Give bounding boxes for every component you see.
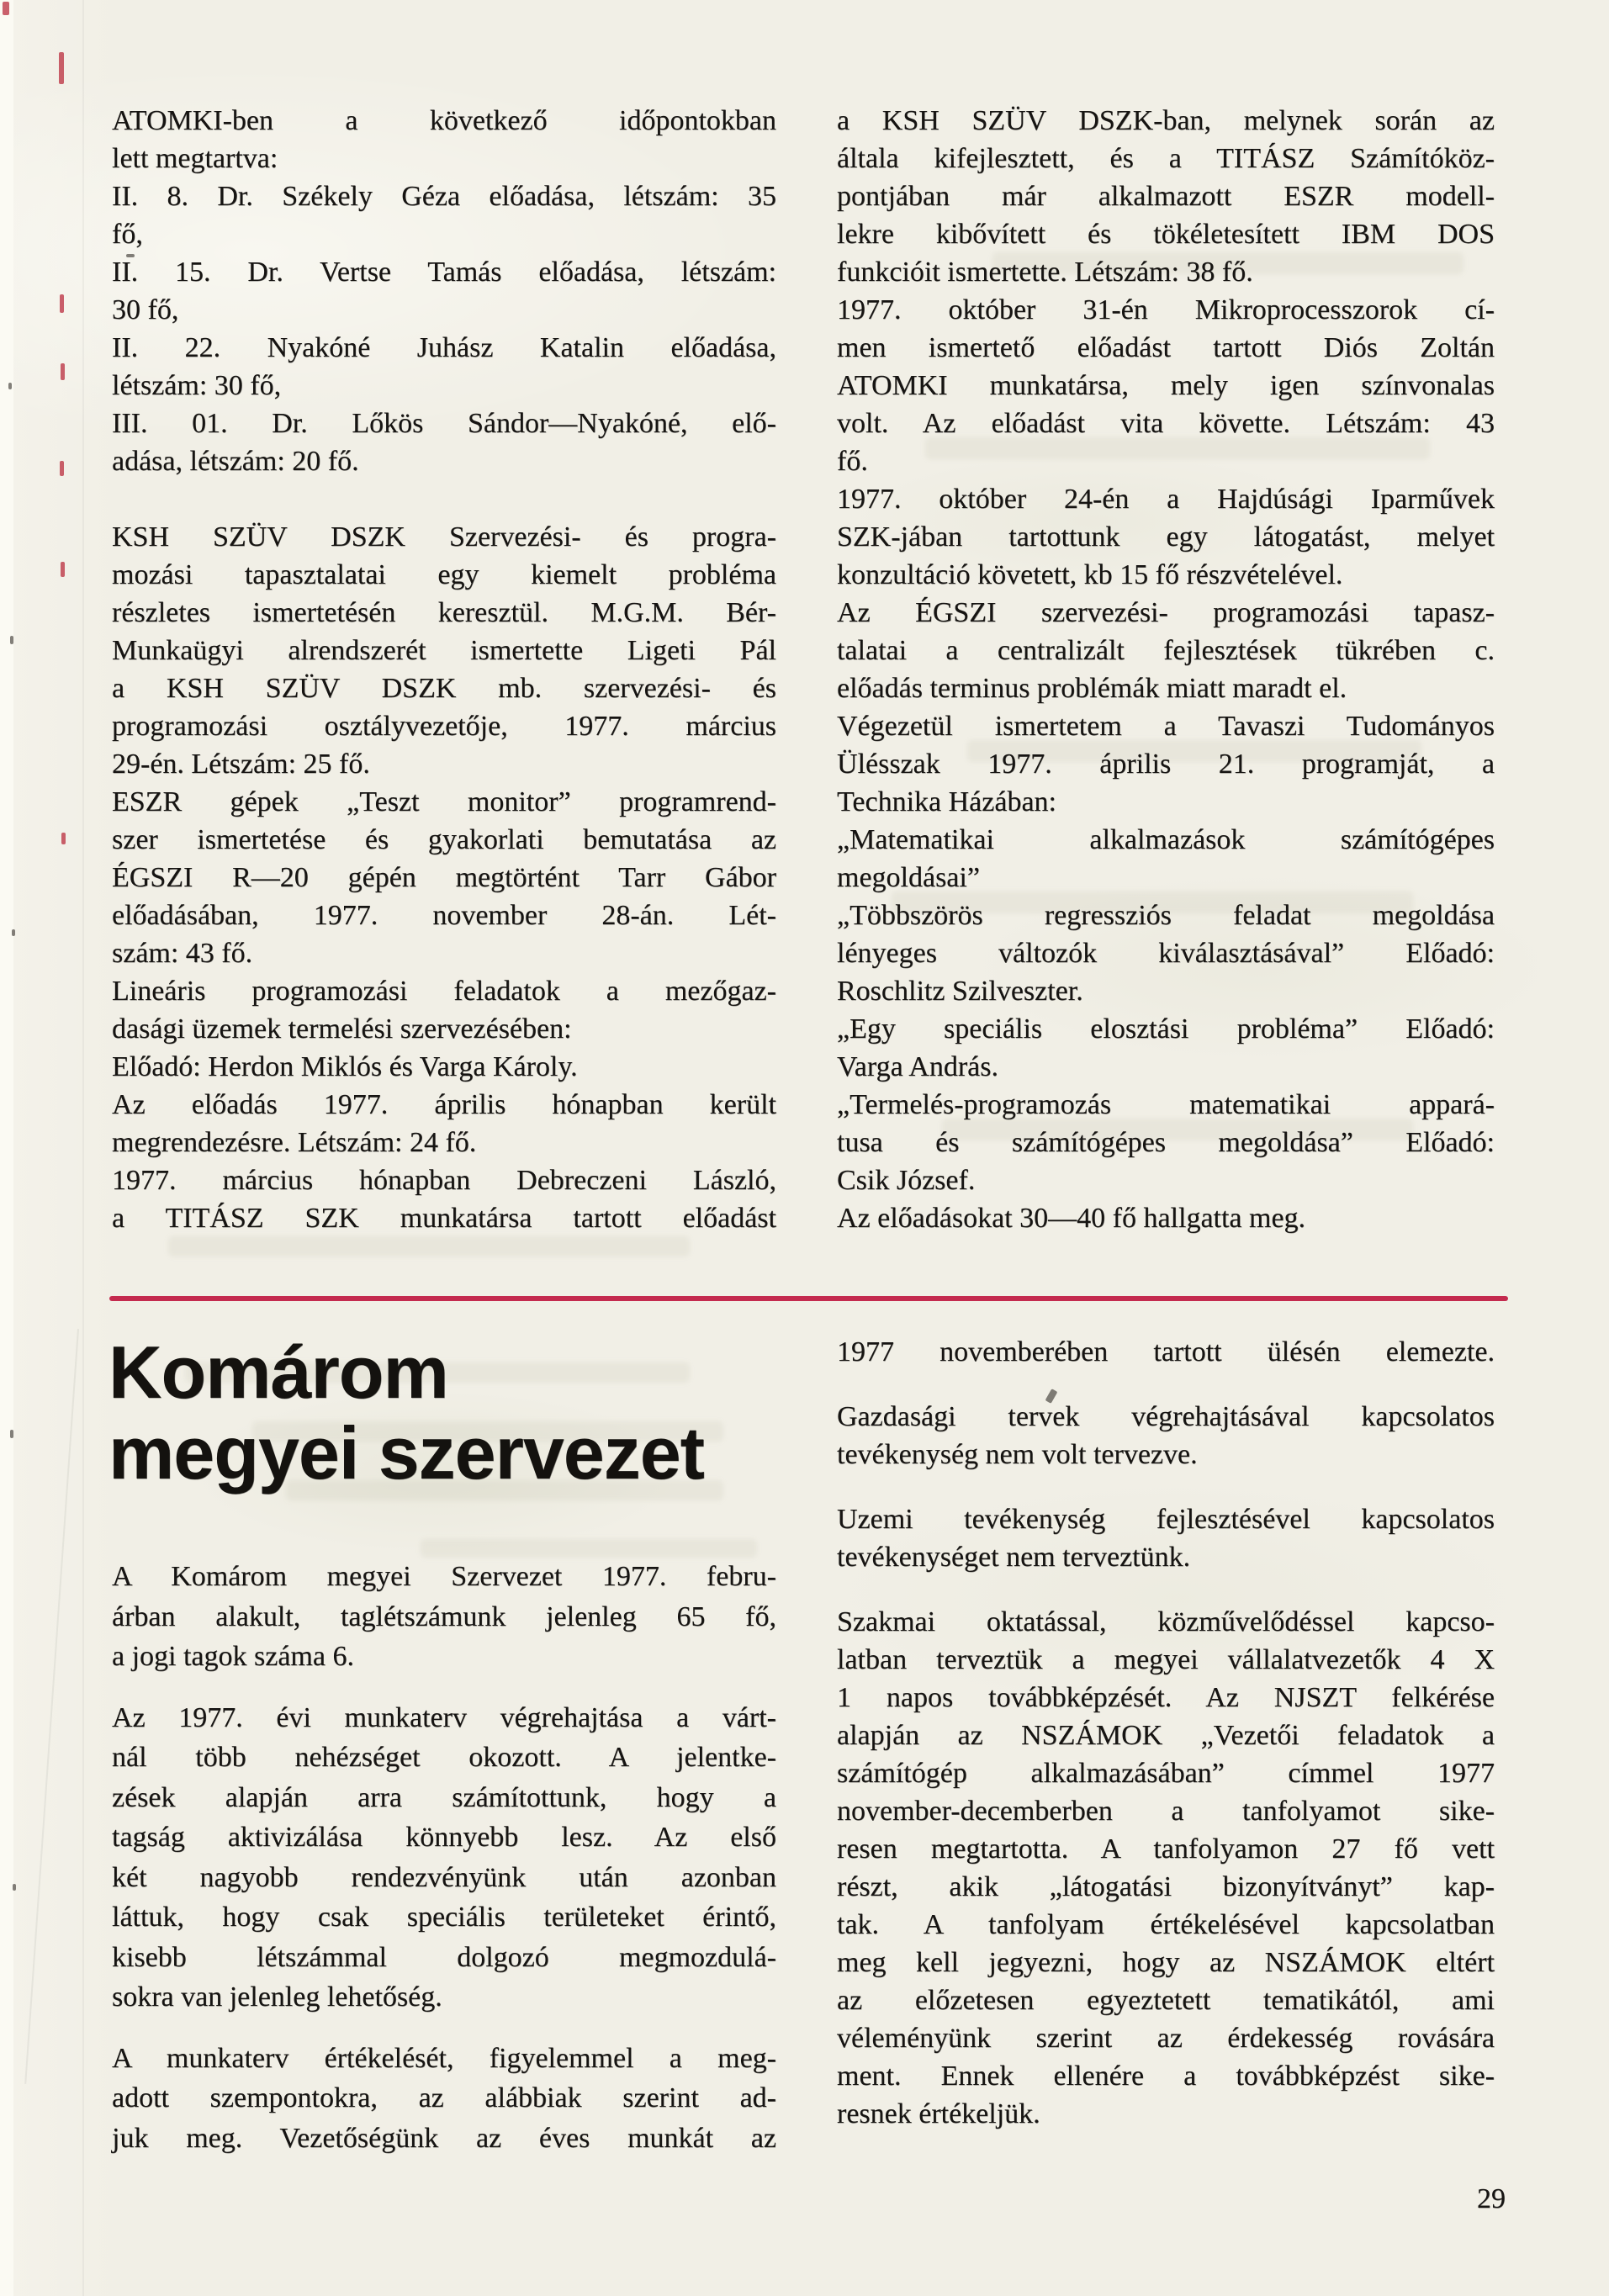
paragraph xyxy=(837,1500,1495,1576)
text-line: Technika Házában: xyxy=(837,786,1056,817)
paragraph xyxy=(112,2039,776,2159)
paper-crease xyxy=(24,1329,79,2084)
text-line: lényeges változók kiválasztásával” Előadó: xyxy=(837,938,1495,969)
text-line: az előzetesen egyeztetett tematikától, ami xyxy=(837,1985,1495,2016)
text-line: Az ÉGSZI szervezési- programozási tapasz- xyxy=(837,597,1495,628)
paragraph xyxy=(837,821,1495,897)
text-line: november-decemberben a tanfolyamot sike- xyxy=(837,1796,1495,1827)
text-line: 1977. október 31-én Mikroprocesszorok cí- xyxy=(837,294,1495,325)
text-line: részt, akik „látogatási bizonyítványt” kap- xyxy=(837,1871,1495,1902)
text-line: tevékenység nem volt tervezve. xyxy=(837,1439,1198,1470)
text-line: Varga András. xyxy=(837,1051,998,1082)
text-line: létszám: 30 fő, xyxy=(112,370,282,401)
paragraph xyxy=(837,1086,1495,1199)
text-line: „Termelés-programozás matematikai appará- xyxy=(837,1089,1495,1120)
text-line: Roschlitz Szilveszter. xyxy=(837,976,1083,1007)
text-line: véleményünk szerint az érdekesség rovására xyxy=(837,2023,1495,2054)
text-line: láttuk, hogy csak speciális területeket érintő, xyxy=(112,1902,776,1933)
text-line: Előadó: Herdon Miklós és Varga Károly. xyxy=(112,1051,578,1082)
page-number: 29 xyxy=(1477,2183,1506,2214)
text-line: Lineáris programozási feladatok a mezőgaz- xyxy=(112,976,776,1007)
text-line: II. 22. Nyakóné Juhász Katalin előadása, xyxy=(112,332,776,363)
text-line: Csik József. xyxy=(837,1165,976,1196)
text-line: a jogi tagok száma 6. xyxy=(112,1641,354,1672)
text-line: szám: 43 fő. xyxy=(112,938,253,969)
paragraph xyxy=(112,1698,776,2018)
red-ink-speck xyxy=(3,2,9,15)
text-line: a TITÁSZ SZK munkatársa tartott előadást xyxy=(112,1203,776,1234)
text-line: SZK-jában tartottunk egy látogatást, melyet xyxy=(837,521,1495,553)
page-edge-strip xyxy=(0,0,13,2296)
text-line: pontjában már alkalmazott ESZR modell- xyxy=(837,181,1495,212)
bottom-right-column xyxy=(837,1333,1495,2133)
dust-speck xyxy=(10,1430,13,1438)
text-line: ESZR gépek „Teszt monitor” programrend- xyxy=(112,786,776,817)
text-line: számítógép alkalmazásában” címmel 1977 xyxy=(837,1758,1495,1789)
bleed-through-artifact xyxy=(421,1539,757,1558)
text-line: Az 1977. évi munkaterv végrehajtása a várt- xyxy=(112,1701,776,1733)
text-line: meg kell jegyezni, hogy az NSZÁMOK eltért xyxy=(837,1947,1495,1978)
text-line: „Matematikai alkalmazások számítógépes xyxy=(837,824,1495,855)
paragraph xyxy=(837,1398,1495,1473)
text-line: 1 napos továbbképzését. Az NJSZT felkérése xyxy=(837,1682,1495,1713)
text-line: „Egy speciális elosztási probléma” Előadó: xyxy=(837,1013,1495,1045)
text-line: nál több nehézséget okozott. A jelentke- xyxy=(112,1742,776,1773)
paragraph xyxy=(837,1603,1495,2133)
text-line: ment. Ennek ellenére a továbbképzést sike- xyxy=(837,2061,1495,2092)
red-ink-speck xyxy=(61,833,66,844)
red-ink-speck xyxy=(61,363,65,380)
text-line: előadás terminus problémák miatt maradt el. xyxy=(837,673,1347,704)
paragraph xyxy=(837,1010,1495,1086)
red-ink-speck xyxy=(59,52,64,84)
text-line: Az előadás 1977. április hónapban került xyxy=(112,1089,776,1120)
text-line: KSH SZÜV DSZK Szervezési- és progra- xyxy=(112,521,776,553)
text-line: Uzemi tevékenység fejlesztésével kapcsolatos xyxy=(837,1504,1495,1535)
text-line: latban terveztük a megyei vállalatvezetők 4 X xyxy=(837,1644,1495,1675)
text-line: két nagyobb rendezvényünk után azonban xyxy=(112,1861,776,1893)
text-line: 30 fő, xyxy=(112,294,179,325)
red-ink-speck xyxy=(60,294,64,313)
text-line: 1977 novemberében tartott ülésén elemezte. xyxy=(837,1336,1495,1368)
section-divider-rule xyxy=(109,1296,1508,1301)
text-line: ÉGSZI R—20 gépén megtörtént Tarr Gábor xyxy=(112,862,776,893)
paragraph xyxy=(112,1557,776,1677)
text-line: a KSH SZÜV DSZK mb. szervezési- és xyxy=(112,673,776,704)
red-ink-speck xyxy=(60,461,64,476)
paper-crease xyxy=(82,0,84,2296)
paragraph xyxy=(837,707,1495,821)
text-line: kisebb létszámmal dolgozó megmozdulá- xyxy=(112,1941,776,1973)
text-line: talatai a centralizált fejlesztések tükrében c. xyxy=(837,635,1495,666)
text-line: men ismertető előadást tartott Diós Zoltán xyxy=(837,332,1495,363)
text-line: 1977. március hónapban Debreczeni László, xyxy=(112,1165,776,1196)
dust-speck xyxy=(12,929,15,936)
text-line: 29-én. Létszám: 25 fő. xyxy=(112,749,370,780)
paragraph xyxy=(837,291,1495,480)
paragraph xyxy=(112,972,776,1237)
paragraph xyxy=(837,1333,1495,1371)
paragraph xyxy=(837,897,1495,1010)
text-line: árban alakult, taglétszámunk jelenleg 65 fő, xyxy=(112,1600,776,1632)
text-line: juk meg. Vezetőségünk az éves munkát az xyxy=(112,2122,776,2154)
paragraph xyxy=(837,102,1495,291)
text-line: tusa és számítógépes megoldása” Előadó: xyxy=(837,1127,1495,1158)
text-line: mozási tapasztalatai egy kiemelt probléma xyxy=(112,559,776,590)
text-line: ATOMKI munkatársa, mely igen színvonalas xyxy=(837,370,1495,401)
paragraph xyxy=(112,518,776,783)
text-line: Az előadásokat 30—40 fő hallgatta meg. xyxy=(837,1203,1306,1234)
text-line: adása, létszám: 20 fő. xyxy=(112,446,359,477)
text-line: Munkaügyi alrendszerét ismertette Ligeti Pál xyxy=(112,635,776,666)
dust-speck xyxy=(13,1884,16,1891)
text-line: részletes ismertetésén keresztül. M.G.M. Bér- xyxy=(112,597,776,628)
dust-speck xyxy=(10,636,13,644)
text-line: 1977. október 24-én a Hajdúsági Iparművek xyxy=(837,484,1495,515)
text-line: megrendezésre. Létszám: 24 fő. xyxy=(112,1127,477,1158)
text-line: szer ismertetése és gyakorlati bemutatása az xyxy=(112,824,776,855)
text-line: programozási osztályvezetője, 1977. március xyxy=(112,711,776,742)
paragraph xyxy=(837,594,1495,707)
section-heading-line1: Komárom xyxy=(109,1331,448,1414)
text-line: „Többszörös regressziós feladat megoldása xyxy=(837,900,1495,931)
text-line: adott szempontokra, az alábbiak szerint ad- xyxy=(112,2082,776,2113)
text-line: II. 15. Dr. Vertse Tamás előadása, létszám: xyxy=(112,257,776,288)
text-line: volt. Az előadást vita követte. Létszám: 43 xyxy=(837,408,1495,439)
text-line: A munkaterv értékelését, figyelemmel a meg- xyxy=(112,2042,776,2074)
text-line: előadásában, 1977. november 28-án. Lét- xyxy=(112,900,776,931)
text-line: fő, xyxy=(112,219,143,250)
text-line: sokra van jelenleg lehetőség. xyxy=(112,1981,442,2013)
bleed-through-artifact xyxy=(168,1236,690,1256)
text-line: Szakmai oktatással, közművelődéssel kapcso- xyxy=(837,1606,1495,1637)
red-ink-speck xyxy=(61,562,65,577)
text-line: Gazdasági tervek végrehajtásával kapcsolatos xyxy=(837,1401,1495,1432)
text-line: Ülésszak 1977. április 21. programját, a xyxy=(837,749,1495,780)
text-line: tevékenységet nem terveztünk. xyxy=(837,1542,1191,1573)
paragraph xyxy=(837,480,1495,594)
text-line: megoldásai” xyxy=(837,862,980,893)
paragraph xyxy=(112,783,776,972)
text-line: Végezetül ismertetem a Tavaszi Tudományos xyxy=(837,711,1495,742)
text-line: dasági üzemek termelési szervezésében: xyxy=(112,1013,572,1045)
section-heading xyxy=(109,1332,832,1494)
text-line: tak. A tanfolyam értékelésével kapcsolatban xyxy=(837,1909,1495,1940)
top-left-column xyxy=(112,102,776,1237)
text-line: lekre kibővített és tökéletesített IBM DOS xyxy=(837,219,1495,250)
text-line: III. 01. Dr. Lőkös Sándor—Nyakóné, elő- xyxy=(112,408,776,439)
paragraph xyxy=(112,102,776,480)
text-line: alapján az NSZÁMOK „Vezetői feladatok a xyxy=(837,1720,1495,1751)
text-line: tagság aktivizálása könnyebb lesz. Az első xyxy=(112,1822,776,1853)
dust-speck xyxy=(8,383,12,389)
bottom-left-column xyxy=(112,1557,776,2158)
text-line: funkcióit ismertette. Létszám: 38 fő. xyxy=(837,257,1253,288)
text-line: ATOMKI-ben a következő időpontokban xyxy=(112,105,776,136)
text-line: a KSH SZÜV DSZK-ban, melynek során az xyxy=(837,105,1495,136)
text-line: resen megtartotta. A tanfolyamon 27 fő vett xyxy=(837,1833,1495,1865)
text-line: konzultáció követett, kb 15 fő részvételével. xyxy=(837,559,1343,590)
text-line: általa kifejlesztett, és a TITÁSZ Számítóköz- xyxy=(837,143,1495,174)
text-line: lett megtartva: xyxy=(112,143,278,174)
text-line: fő. xyxy=(837,446,868,477)
text-line: II. 8. Dr. Székely Géza előadása, létszám: 35 xyxy=(112,181,776,212)
paragraph xyxy=(837,1199,1495,1237)
text-line: A Komárom megyei Szervezet 1977. febru- xyxy=(112,1561,776,1592)
section-heading-line2: megyei szervezet xyxy=(109,1411,704,1495)
top-right-column xyxy=(837,102,1495,1237)
text-line: zések alapján arra számítottunk, hogy a xyxy=(112,1781,776,1813)
text-line: resnek értékeljük. xyxy=(837,2098,1040,2129)
